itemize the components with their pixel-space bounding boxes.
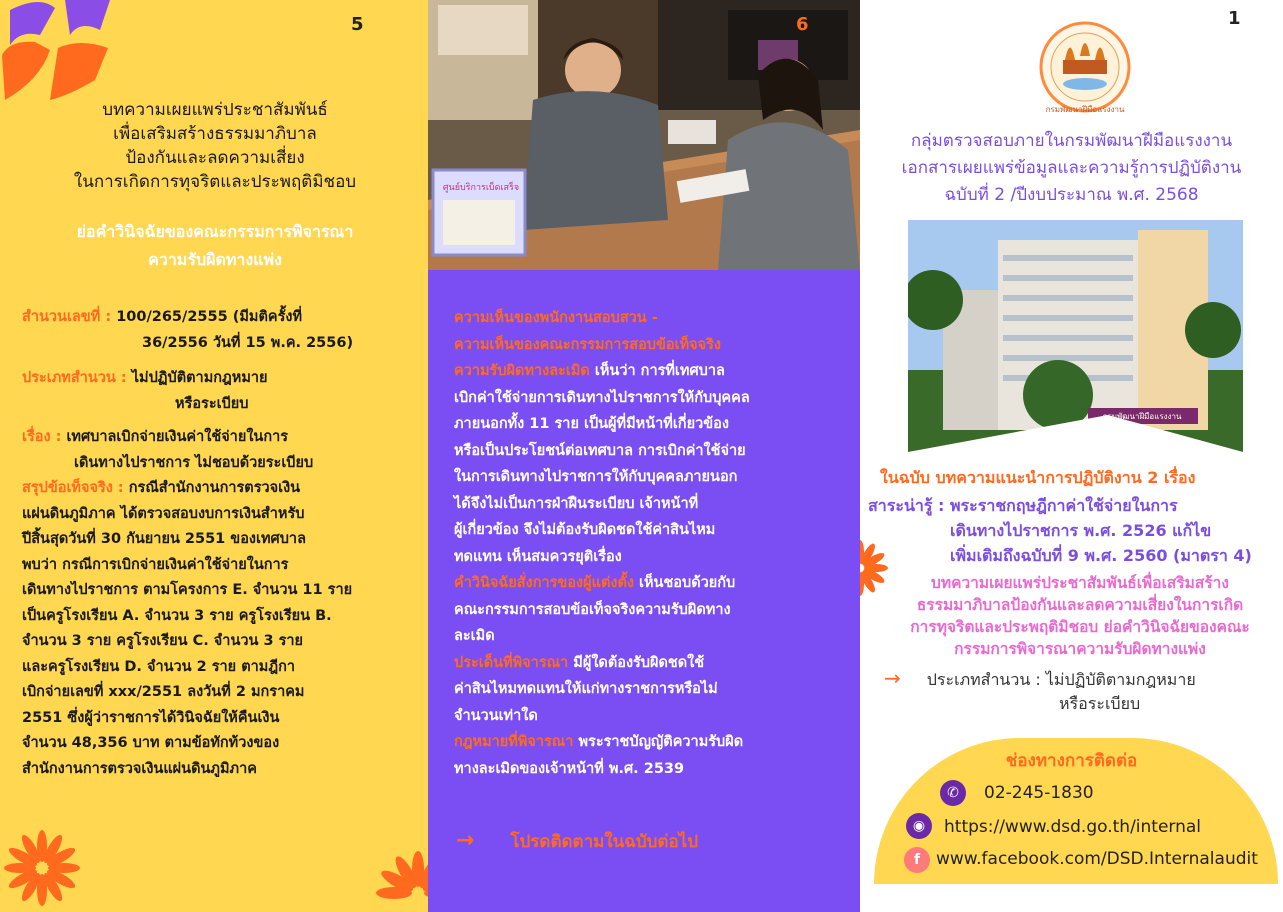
dsd-logo-icon <box>1035 20 1135 114</box>
page-number: 6 <box>796 14 809 35</box>
case-details: สำนวนเลขที่ : 100/265/2555 (มีมติครั้งที่ 36/2556 วันที่ 15 พ.ค. 2556) ประเภทสำนวน : ไม่ปฏิบัติตามกฎหมาย หรือระเบียบ เรื่อง : เทศบาลเบิกจ่ายเงินค่าใช้จ่ายในการ เดินทางไปราชการ ไม่ชอบด้วยระเบียบ สรุปข้อเท็จจริง : กรณีสำนักงานการตรวจเงิน แผ่นดินภูมิภาค ได้ตรวจสอบงบการเงินสำหรับ ปีสิ้นสุดวันที่ 30 กันยายน 2551 ของเทศบาล พบว่า กรณีการเบิกจ่ายเงินค่าใช้จ่ายในการ เดินทางไปราชการ ตามโครงการ E. จำนวน 11 ราย เป็นครูโรงเรียน A. จำนวน 3 ราย ครูโรงเรียน B. จำนวน 3 ราย ครูโรงเรียน C. จำนวน 3 ราย และครูโรงเรียน D. จำนวน 2 ราย ตามฎีกา เบิกจ่ายเลขที่ xxx/2551 ลงวันที่ 2 มกราคม 2551 ซึ่งผู้ว่าราชการได้วินิจฉัยให้คืนเงิน จำนวน 48,356 บาท ตามข้อทักท้วงของ สำนักงานการตรวจเงินแผ่นดินภูมิภาค <box>22 309 354 777</box>
arrow-right-icon: → <box>456 828 475 853</box>
article-title: บทความเผยแพร่ประชาสัมพันธ์ เพื่อเสริมสร้างธรรมมาภิบาล ป้องกันและลดความเสี่ยง ในการเกิดการทุจริตและประพฤติมิชอบ <box>73 100 357 192</box>
logo-text: กรมพัฒนาฝีมือแรงงาน <box>1045 105 1125 114</box>
office-photo <box>428 0 860 270</box>
half-flower-decoration-icon <box>373 848 428 912</box>
website-link[interactable]: https://www.dsd.go.th/internal <box>944 817 1202 837</box>
phone-number[interactable]: 02-245-1830 <box>984 783 1094 803</box>
knowledge-section: สาระน่ารู้ : พระราชกฤษฎีกาค่าใช้จ่ายในการ เดินทางไปราชการ พ.ศ. 2526 แก้ไข เพิ่มเติมถึงฉบับที่ 9 พ.ศ. 2560 (มาตรา 4) <box>868 496 1252 565</box>
follow-next-issue: → โปรดติดตามในฉบับต่อไป <box>456 828 698 853</box>
building-photo <box>908 220 1243 452</box>
panel-page-6 <box>428 0 860 912</box>
panel-page-5 <box>0 0 428 912</box>
case-type-summary: → ประเภทสำนวน : ไม่ปฏิบัติตามกฎหมาย หรือระเบียบ <box>884 666 1196 713</box>
opinion-section: ความเห็นของพนักงานสอบสวน - ความเห็นของคณะกรรมการสอบข้อเท็จจริง ความรับผิดทางละเมิด เห็นว่า การที่เทศบาล เบิกค่าใช้จ่ายการเดินทางไปราชการให้กับบุคคล ภายนอกทั้ง 11 ราย เป็นผู้ที่มีหน้าที่เกี่ยวข้อง หรือเป็นประโยชน์ต่อเทศบาล การเบิกค่าใช้จ่าย ในการเดินทางไปราชการให้กับบุคคลภายนอก ได้จึงไม่เป็นการฝ่าฝืนระเบียบ เจ้าหน้าที่ ผู้เกี่ยวข้อง จึงไม่ต้องรับผิดชดใช้ค่าสินไหม ทดแทน เห็นสมควรยุติเรื่อง คำวินิจฉัยสั่งการของผู้แต่งตั้ง เห็นชอบด้วยกับ คณะกรรมการสอบข้อเท็จจริงความรับผิดทาง ละเมิด ประเด็นที่พิจารณา มีผู้ใดต้องรับผิดชดใช้ ค่าสินไหมทดแทนให้แก่ทางราชการหรือไม่ จำนวนเท่าใด กฎหมายที่พิจารณา พระราชบัญญัติความรับผิด ทางละเมิดของเจ้าหน้าที่ พ.ศ. 2539 <box>454 310 750 777</box>
page-number: 1 <box>1228 8 1241 29</box>
logo-mark-icon <box>0 0 115 105</box>
panel-page-1 <box>860 0 1283 912</box>
phone-icon: ✆ <box>940 780 966 806</box>
contact-heading: ช่องทางการติดต่อ <box>1005 751 1138 771</box>
facebook-link[interactable]: www.facebook.com/DSD.Internalaudit <box>936 849 1258 869</box>
article-summary: บทความเผยแพร่ประชาสัมพันธ์เพื่อเสริมสร้าง ธรรมมาภิบาลป้องกันและลดความเสี่ยงในการเกิด การทุจริตและประพฤติมิชอบ ย่อคำวินิจฉัยของคณะ กรรมการพิจารณาความรับผิดทางแพ่ง <box>910 574 1250 658</box>
flower-decoration-icon <box>2 828 82 908</box>
globe-icon: ◉ <box>906 813 932 839</box>
facebook-icon: f <box>904 847 930 873</box>
arrow-right-icon: → <box>884 666 901 690</box>
newsletter-header: กลุ่มตรวจสอบภายในกรมพัฒนาฝีมือแรงงาน เอกสารเผยแพร่ข้อมูลและความรู้การปฏิบัติงาน ฉบับที่ 2 /ปีงบประมาณ พ.ศ. 2568 <box>901 131 1242 205</box>
issue-contents: ในฉบับ บทความแนะนำการปฏิบัติงาน 2 เรื่อง <box>880 468 1196 487</box>
article-subtitle: ย่อคำวินิจฉัยของคณะกรรมการพิจารณา ความรับผิดทางแพ่ง <box>76 222 354 269</box>
page-number: 5 <box>351 14 364 35</box>
photo-sign-text: ศูนย์บริการเบ็ดเสร็จ <box>442 183 520 193</box>
building-sign-text: กรมพัฒนาฝีมือแรงงาน <box>1102 412 1182 421</box>
